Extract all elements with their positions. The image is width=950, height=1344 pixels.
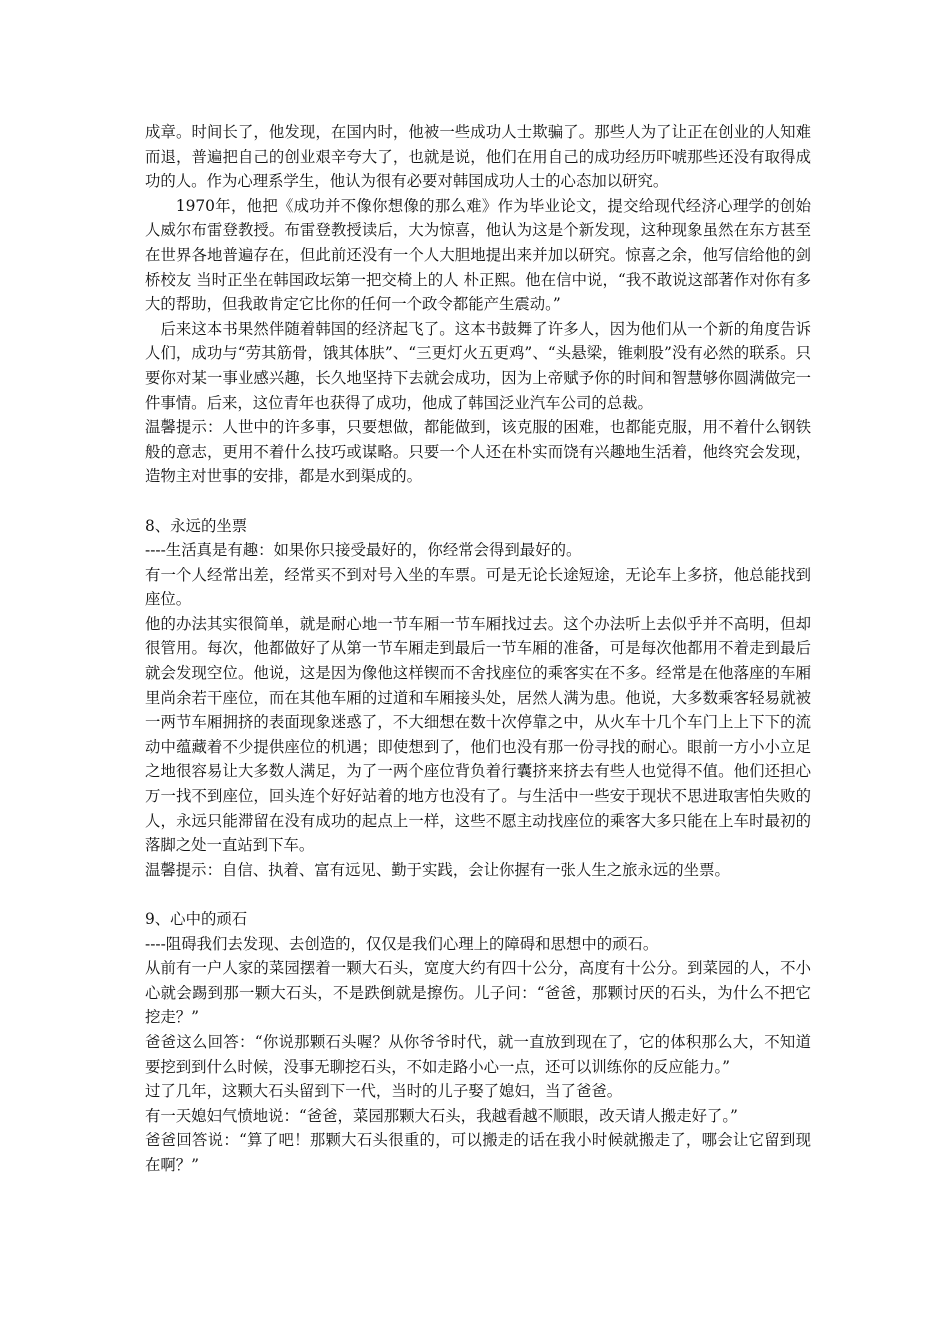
paragraph-seat-method: 他的办法其实很简单，就是耐心地一节车厢一节车厢找过去。这个办法听上去似乎并不高明，但却很管用。每次，他都做好了从第一节车厢走到最后一节车厢的准备，可是每次他都用不着走到最后就会发现空位。他说，这是因为像他这样锲而不舍找座位的乘客实在不多。经常是在他落座的车厢里尚余若干座位，而在其他车厢的过道和车厢接头处，居然人满为患。他说，大多数乘客轻易就被一两节车厢拥挤的表面现象迷惑了，不大细想在数十次停靠之中，从火车十几个车门上上下下的流动中蕴藏着不少提供座位的机遇；即使想到了，他们也没有那一份寻找的耐心。眼前一方小小立足之地很容易让大多数人满足，为了一两个座位背负着行囊挤来挤去有些人也觉得不值。他们还担心万一找不到座位，回头连个好好站着的地方也没有了。与生活中一些安于现状不思进取害怕失败的人，永远只能滞留在没有成功的起点上一样，这些不愿主动找座位的乘客大多只能在上车时最初的落脚之处一直站到下车。 — [145, 614, 811, 855]
paragraph-next-generation: 过了几年，这颗大石头留到下一代，当时的儿子娶了媳妇，当了爸爸。 — [145, 1082, 623, 1101]
paragraph-father-reply: 爸爸这么回答：“你说那颗石头喔？从你爷爷时代，就一直放到现在了，它的体积那么大，不知道要挖到到什么时候，没事无聊挖石头，不如走路小心一点，还可以训练你的反应能力。” — [145, 1032, 811, 1076]
paragraph-stone-intro: 从前有一户人家的菜园摆着一颗大石头，宽度大约有四十公分，高度有十公分。到菜园的人，不小心就会踢到那一颗大石头，不是跌倒就是擦伤。儿子问：“爸爸，那颗讨厌的石头，为什么不把它挖走？” — [145, 959, 811, 1027]
paragraph-seat-intro: 有一个人经常出差，经常买不到对号入坐的车票。可是无论长途短途，无论车上多挤，他总能找到座位。 — [145, 565, 811, 609]
paragraph-tip-8: 温馨提示：自信、执着、富有远见、勤于实践，会让你握有一张人生之旅永远的坐票。 — [145, 860, 730, 879]
paragraph-intro-continuation: 成章。时间长了，他发现，在国内时，他被一些成功人士欺骗了。那些人为了让正在创业的人知难而退，普遍把自己的创业艰辛夸大了，也就是说，他们在用自己的成功经历吓唬那些还没有取得成功的人。作为心理系学生，他认为很有必要对韩国成功人士的心态加以研究。 — [145, 123, 811, 191]
paragraph-book-impact: 后来这本书果然伴随着韩国的经济起飞了。这本书鼓舞了许多人，因为他们从一个新的角度告诉人们，成功与“劳其筋骨，饿其体肤”、“三更灯火五更鸡”、“头悬梁，锥刺股”没有必然的联系。只要你对某一事业感兴趣，长久地坚持下去就会成功，因为上帝赋予你的时间和智慧够你圆满做完一件事情。后来，这位青年也获得了成功，他成了韩国泛业汽车公司的总裁。 — [145, 319, 811, 412]
paragraph-thesis-1970: 1970年，他把《成功并不像你想像的那么难》作为毕业论文，提交给现代经济心理学的创始人威尔布雷登教授。布雷登教授读后，大为惊喜，他认为这是个新发现，这种现象虽然在东方甚至在世界各地普遍存在，但此前还没有一个人大胆地提出来并加以研究。惊喜之余，他写信给他的剑桥校友 当时正坐在韩国政坛第一把交椅上的人 朴正熙。他在信中说，“我不敢说这部著作对你有多大的帮助，但我敢肯定它比你的任何一个政令都能产生震动。” — [145, 196, 811, 314]
paragraph-father-answer: 爸爸回答说：“算了吧！那颗大石头很重的，可以搬走的话在我小时候就搬走了，哪会让它留到现在啊？” — [145, 1131, 811, 1174]
section-subtitle-9: ----阻碍我们去发现、去创造的，仅仅是我们心理上的障碍和思想中的顽石。 — [145, 934, 659, 953]
section-title-9: 9、心中的顽石 — [145, 910, 248, 928]
paragraph-tip-7: 温馨提示：人世中的许多事，只要想做，都能做到，该克服的困难，也都能克服，用不着什么钢铁般的意志，更用不着什么技巧或谋略。只要一个人还在朴实而饶有兴趣地生活着，他终究会发现，造物主对世事的安排，都是水到渠成的。 — [145, 418, 811, 486]
section-subtitle-8: ----生活真是有趣：如果你只接受最好的，你经常会得到最好的。 — [145, 541, 582, 560]
blank-line — [145, 489, 811, 514]
document-page — [145, 120, 811, 1178]
paragraph-daughter-in-law: 有一天媳妇气愤地说：“爸爸，菜园那颗大石头，我越看越不顺眼，改天请人搬走好了。” — [145, 1106, 738, 1125]
section-title-8: 8、永远的坐票 — [145, 516, 248, 535]
blank-line — [145, 882, 811, 907]
